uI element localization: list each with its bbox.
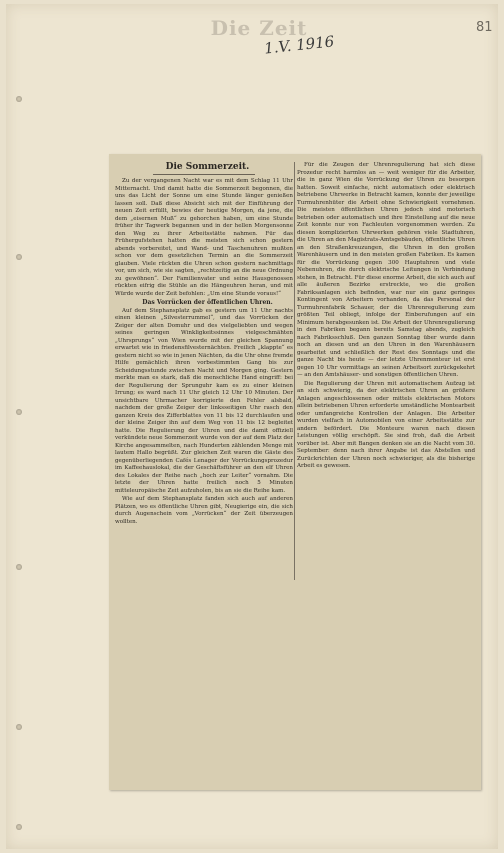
handwritten-date: 1.V. 1916 — [263, 32, 335, 58]
article-paragraph: Die Regulierung der Uhren mit automatischem Aufzug ist an sich schwierig, da der elektrischen Uhren an größere Anlagen angeschlossenen oder mittels elektrischen Motors allein betriebenen Uhren erforderte umständliche Montearbeit oder umfangreiche Kontrollen der Anlagen. Die Arbeiter wurden vielfach in Automobilen von einer Arbeitsstätte zur andern befördert. Die Monteure waren nach diesen Leistungen völlig erschöpft. Sie sind froh, daß die Arbeit vorüber ist. Aber mit Bangen denken sie an die Nacht vom 30. September: denn nach ihrer Angabe ist das Abstellen und Zurückrichten der Uhren noch schwieriger, als die bisherige Arbeit es gewesen. — [297, 380, 475, 469]
article-subheading: Das Vorrücken der öffentlichen Uhren. — [142, 299, 273, 306]
punch-hole — [16, 564, 22, 570]
newspaper-name: Die Zeit — [210, 16, 308, 40]
punch-hole — [16, 824, 22, 830]
archive-page — [6, 4, 498, 849]
right-column — [297, 162, 475, 472]
article-title: Die Sommerzeit. — [165, 162, 250, 172]
column-divider — [294, 162, 295, 580]
article-paragraph: Zu der vergangenen Nacht war es mit dem Schlag 11 Uhr Mitternacht. Und damit hatte die Sommerzeit begonnen, die uns das Licht der Sonne um eine Stunde länger genießen lassen soll. Daß diese Absicht sich mit der Einführung der neuen Zeit erfüllt, bewies der heutige Morgen, da jene, die dem „eisernen Muß“ zu gehorchen haben, um eine Stunde früher ihr Tagwerk begannen und in der hellen Morgensonne den Weg zu ihrer Arbeitsstätte nahmen. Für das Frühergufstehen hatten die meisten sich schon gestern abends vorbereitet, und Wand- und Taschenuhren mußten schon vor dem gesetzlichen Termin an die Sommerzeit glauben. Viele rückten die Uhren schon gestern nachmittags vor, um sich, wie sie sagten, „rechtzeitig an die neue Ordnung zu gewöhnen“. Der Familienvater und seine Hausgenossen rückten eifrig die Stühle an die Hängeuhren heran, und mit Würde wurde der Zeit befohlen: „Um eine Stunde voraus!“ — [115, 178, 293, 297]
left-column — [115, 162, 293, 527]
page-number: 81 — [476, 20, 493, 35]
punch-hole — [16, 409, 22, 415]
punch-hole — [16, 96, 22, 102]
article-paragraph: Wie auf dem Stephansplatz fanden sich auch auf anderen Plätzen, wo es öffentliche Uhren gibt, Neugierige ein, die sich durch Augenschein vom „Vorrücken“ der Zeit überzeugen wollten. — [115, 496, 293, 525]
title-rule — [153, 174, 255, 175]
punch-hole — [16, 724, 22, 730]
article-paragraph: Auf dem Stephansplatz gab es gestern um 11 Uhr nachts einen kleinen „Silvesterrummel“, und das Vorrücken der Zeiger der alten Domuhr und des vielgeliebten und wegen seines geringen Winkligkeitssinnes vielgeschmähten „Uhrsprungs“ von Wien wurde mit der gleichen Spannung erwartet wie in friedensfilvesternächten. Freilich „klappte“ es gestern nicht so wie in jenen Nächten, da die Uhr ohne fremde Hilfe gemächlich ihren vorbestimmten Gang bis zur Scheidungsstunde zwischen Nacht und Morgen ging. Gestern merkte man es stark, daß die menschliche Hand eingriff: bei der Regulierung der Sprunguhr kam es zu einer kleinen Irrung; es ward nach 11 Uhr gleich 12 Uhr 10 Minuten. Der unsichtbare Uhrmacher korrigierte den Fehler alsbald, nachdem der große Zeiger der linksseitigen Uhr rasch den ganzen Kreis des Zifferblattes von 11 bis 12 durchlaufen und der kleine Zeiger ihn auf dem Weg von 11 bis 12 begleitet hatte. Die Regulierung der Uhren und die damit offiziell verkündete neue Sommerzeit wurde von der auf dem Platz der Kirche angesammelten, nach Hunderten zählenden Menge mit lautem Hallo begrüßt. Zur gleichen Zeit waren die Gäste des gegenüberliegenden Cafés Lenager der Vorrückungsprozedur im Kaffeehauslokal, die der Geschäftsführer an den elf Uhren des Lokales der Reihe nach „hoch zur Leiter“ vornahm. Die letzte der Uhren hatte freilich noch 5 Minuten mitteleuropäische Zeit aufzuholen, bis an sie die Reihe kam. — [115, 307, 293, 494]
punch-hole — [16, 254, 22, 260]
newspaper-clipping — [109, 154, 481, 790]
article-paragraph: Für die Zeugen der Uhrenregulierung hat sich diese Prozedur recht harmlos an — weit weniger für die Arbeiter, die in ganz Wien die Vorrückung der Uhren zu besorgen hatten. Soweit einfache, nicht automatisch oder elektrisch betriebene Uhrwerke in Betracht kamen, konnte der jeweilige Turmuhrenhüter die Arbeit ohne Schwierigkeit vornehmen. Die meisten öffentlichen Uhren jedoch sind motorisch betrieben oder automatisch und ihre Einstellung auf die neue Zeit konnte nur von Fachleuten vorgenommen werden. Zu diesen komplizierten Uhrwerken gehören viele Stadtuhren, die Uhren an den Magistrats-Amtsgebäuden, öffentliche Uhren an den Straßenkreuzungen, die Uhren in den großen Warenhäusern und in den meisten großen Fabriken. Es kamen für die Vorrückung gegen 300 Hauptuhren und viele Nebenuhren, die durch elektrische Leitungen in Verbindung stehen, in Betracht. Für diese enorme Arbeit, die sich auch auf alle äußeren Bezirke erstreckte, wo die großen Fabriksanlagen sich befinden, war nur ein ganz geringes Kontingent von Arbeitern vorhanden, da das Personal der Turmuhrenfabrik Schauer, der die Uhrenregulierung zum größten Teil obliegt, infolge der Einberufungen auf ein Minimum herabgesunken ist. Die Arbeit der Uhrenregulierung in den Fabriken begann bereits Samstag abends, zugleich nach Fabriksschluß. Den ganzen Sonntag über wurde dann noch an diesen und an den Uhren in den Warenhäusern gearbeitet und schließlich der Rest des Sonntags und die ganze Nacht bis heute — der letzte Uhrenmonteur ist erst gegen 10 Uhr vormittags an seinen Arbeitsort zurückgekehrt — an den Amtshäuser- und sonstigen öffentlichen Uhren. — [297, 162, 475, 378]
